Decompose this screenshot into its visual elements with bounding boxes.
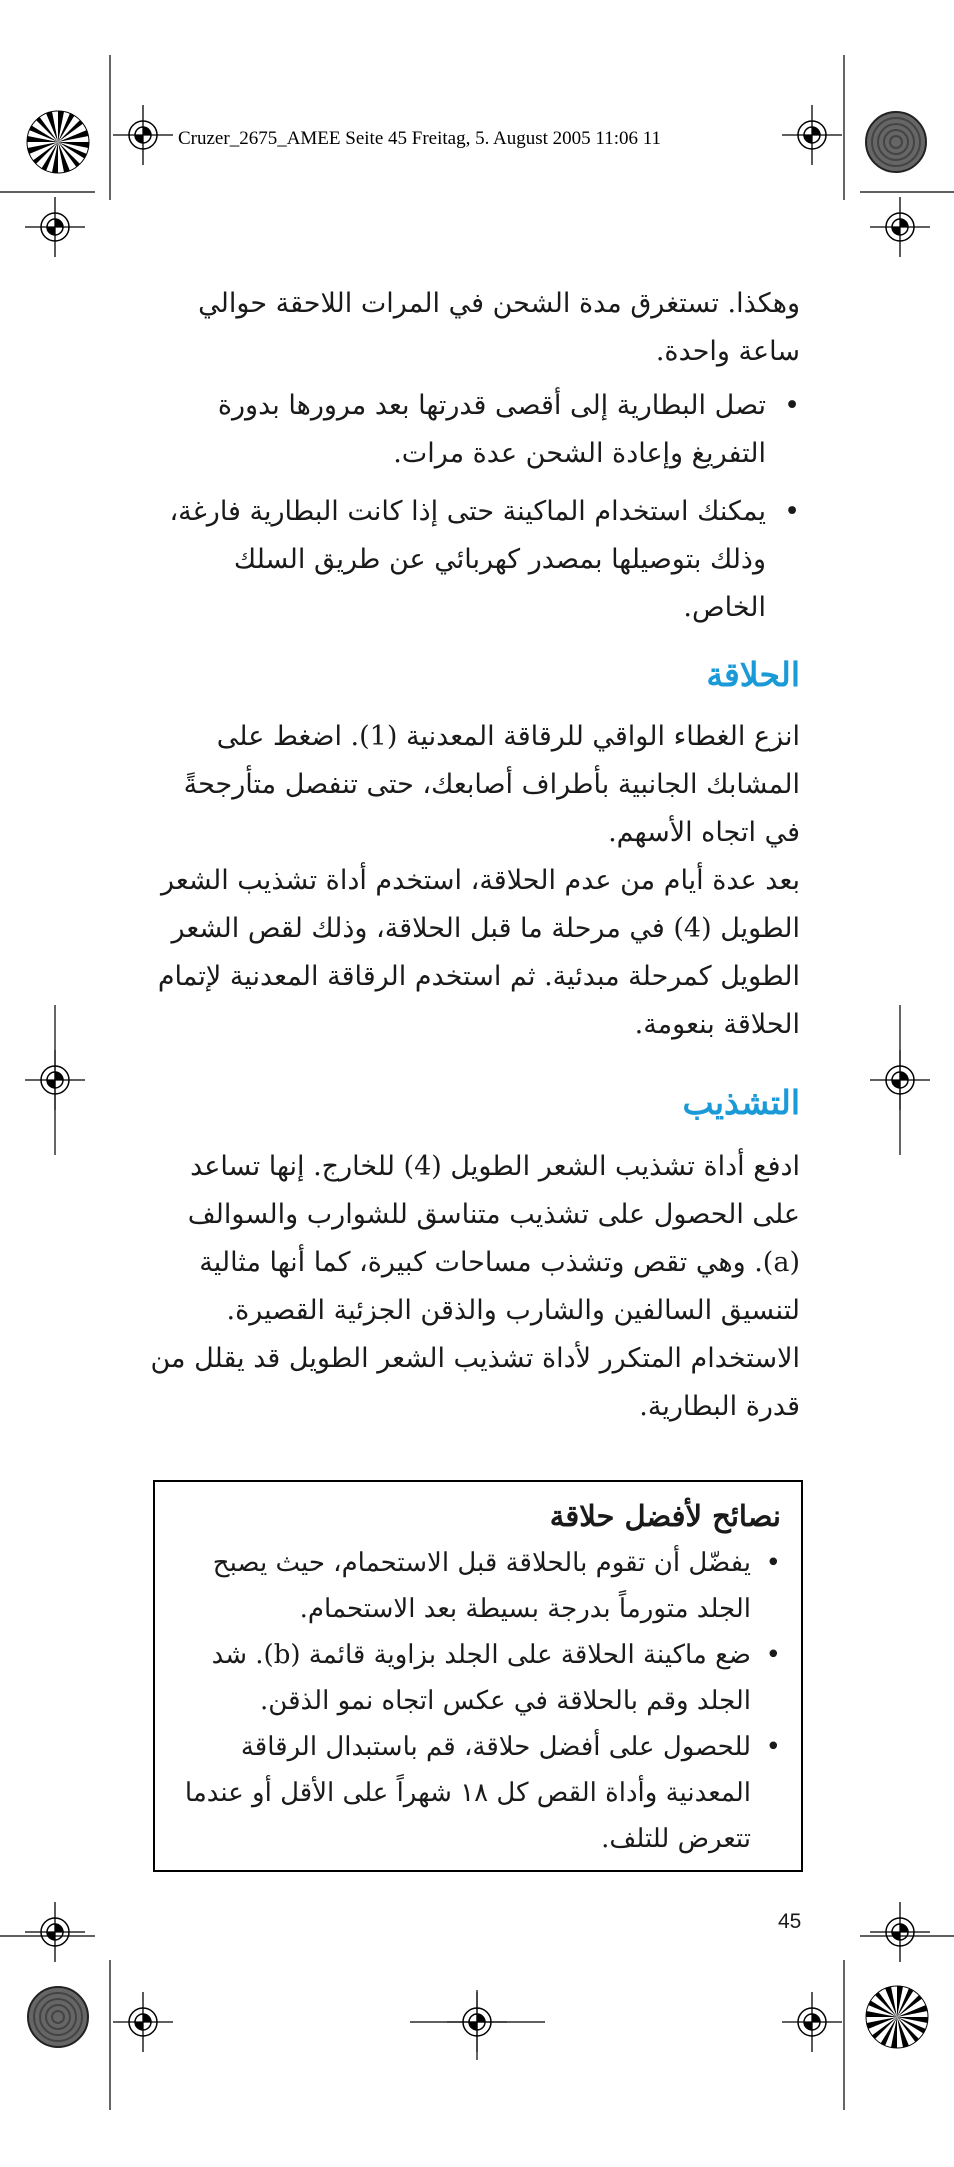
tips-box [153, 1480, 803, 1872]
registration-crosshair-icon [782, 105, 842, 165]
section-heading-trimming: التشذيب [682, 1083, 800, 1122]
registration-crosshair-icon [25, 1902, 85, 1962]
registration-crosshair-icon [870, 1902, 930, 1962]
concentric-circles-icon [866, 112, 926, 172]
shaving-paragraph-1: انزع الغطاء الواقي للرقاقة المعدنية (1). اضغط على المشابك الجانبية بأطراف أصابعك، حتى تنفصل متأرجحةً في اتجاه الأسهم. [183, 721, 800, 848]
list-item: • يفضّل أن تقوم بالحلاقة قبل الاستحمام، حيث يصبح الجلد متورماً بدرجة بسيطة بعد الاستحمام. [175, 1540, 781, 1632]
tips-list [175, 1540, 781, 1862]
starburst-target-icon [27, 111, 89, 173]
trimming-paragraph-2: الاستخدام المتكرر لأداة تشذيب الشعر الطويل قد يقلل من قدرة البطارية. [150, 1343, 800, 1422]
list-item: • ضع ماكينة الحلاقة على الجلد بزاوية قائمة (b). شد الجلد وقم بالحلاقة في عكس اتجاه نمو الذقن. [175, 1632, 781, 1724]
charging-continuation: وهكذا. تستغرق مدة الشحن في المرات اللاحقة حوالي ساعة واحدة. [198, 288, 800, 367]
tips-title: نصائح لأفضل حلاقة [549, 1499, 781, 1533]
shaving-paragraph-2: بعد عدة أيام من عدم الحلاقة، استخدم أداة تشذيب الشعر الطويل (4) في مرحلة ما قبل الحلاقة، وذلك لقص الشعر الطويل كمرحلة مبدئية. ثم استخدم الرقاقة المعدنية لإتمام الحلاقة بنعومة. [157, 865, 800, 1040]
starburst-target-icon [866, 1986, 928, 2048]
trimming-paragraph-1: ادفع أداة تشذيب الشعر الطويل (4) للخارج. إنها تساعد على الحصول على تشذيب متناسق للشوارب والسوالف (a). وهي تقص وتشذب مساحات كبيرة، كما أنها مثالية لتنسيق السالفين والشارب والذقن الجزئية القصيرة. [187, 1151, 800, 1326]
registration-crosshair-icon [113, 1992, 173, 2052]
concentric-circles-icon [28, 1987, 88, 2047]
section-heading-shaving: الحلاقة [706, 655, 800, 694]
page-number: 45 [778, 1910, 802, 1933]
registration-crosshair-icon [113, 105, 173, 165]
registration-crosshair-icon [782, 1992, 842, 2052]
print-header: Cruzer_2675_AMEE Seite 45 Freitag, 5. August 2005 11:06 11 [178, 128, 662, 149]
registration-crosshair-icon [25, 197, 85, 257]
list-item: • للحصول على أفضل حلاقة، قم باستبدال الرقاقة المعدنية وأداة القص كل ١٨ شهراً على الأقل أو عندما تتعرض للتلف. [175, 1724, 781, 1862]
charging-bullet-list [150, 382, 800, 642]
list-item: • يمكنك استخدام الماكينة حتى إذا كانت البطارية فارغة، وذلك بتوصيلها بمصدر كهربائي عن طريق السلك الخاص. [150, 488, 800, 632]
registration-crosshair-icon [870, 197, 930, 257]
list-item: • تصل البطارية إلى أقصى قدرتها بعد مرورها بدورة التفريغ وإعادة الشحن عدة مرات. [150, 382, 800, 478]
